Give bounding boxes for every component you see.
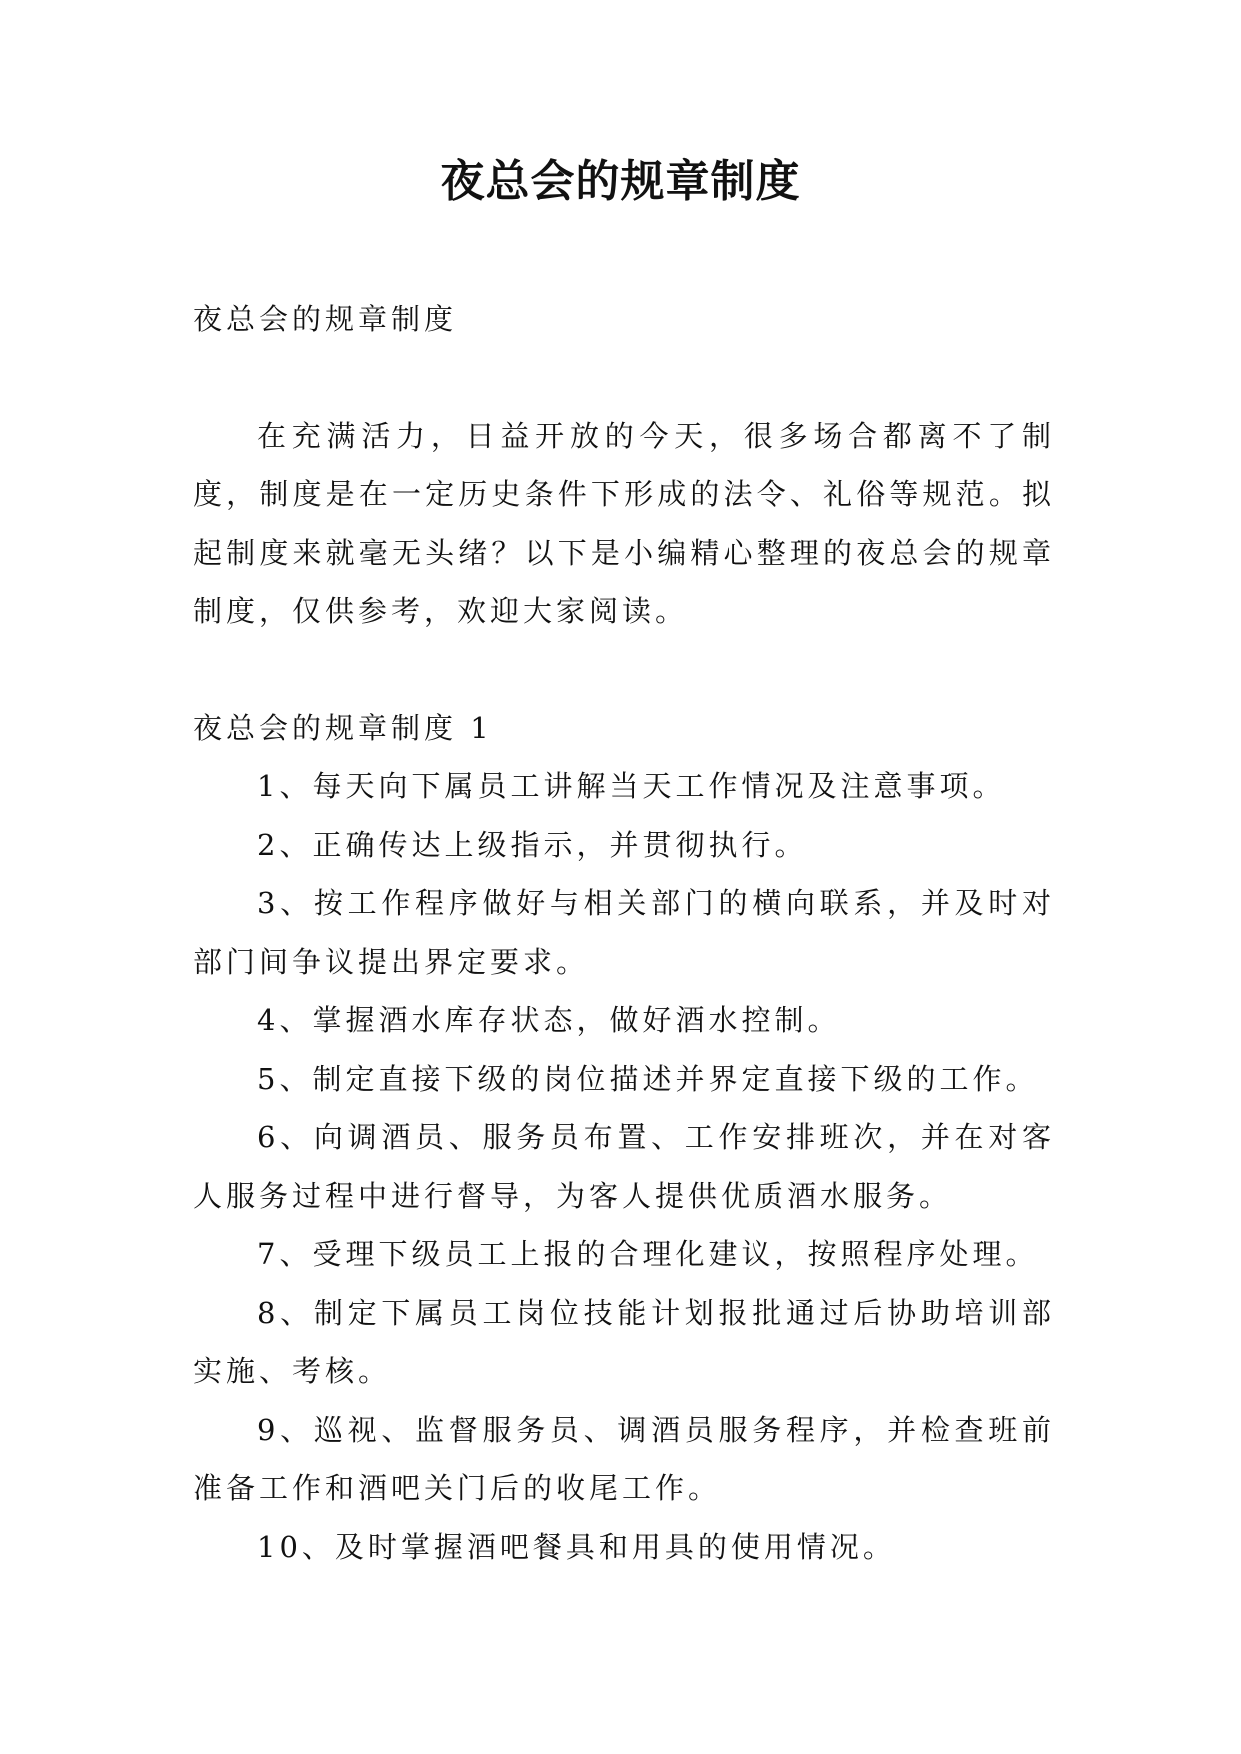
rule-item-1: 1、每天向下属员工讲解当天工作情况及注意事项。: [257, 769, 1006, 803]
rule-item-9: 9、巡视、监督服务员、调酒员服务程序，并检查班前准备工作和酒吧关门后的收尾工作。: [193, 1412, 1055, 1505]
intro-paragraph: 在充满活力，日益开放的今天，很多场合都离不了制度，制度是在一定历史条件下形成的法令、礼俗等规范。拟起制度来就毫无头绪？以下是小编精心整理的夜总会的规章制度，仅供参考，欢迎大家阅读。: [193, 418, 1055, 628]
rule-item-8: 8、制定下属员工岗位技能计划报批通过后协助培训部实施、考核。: [193, 1295, 1055, 1388]
document-subtitle: 夜总会的规章制度: [193, 302, 458, 336]
document-title: 夜总会的规章制度: [440, 156, 801, 207]
rule-item-3: 3、按工作程序做好与相关部门的横向联系，并及时对部门间争议提出界定要求。: [193, 886, 1055, 979]
rule-item-6: 6、向调酒员、服务员布置、工作安排班次，并在对客人服务过程中进行督导，为客人提供优质酒水服务。: [193, 1120, 1055, 1213]
rule-item-2: 2、正确传达上级指示，并贯彻执行。: [257, 827, 808, 862]
rule-item-7: 7、受理下级员工上报的合理化建议，按照程序处理。: [257, 1237, 1039, 1271]
section-heading: 夜总会的规章制度 1: [193, 710, 493, 745]
rule-item-10: 10、及时掌握酒吧餐具和用具的使用情况。: [257, 1529, 896, 1564]
rule-item-4: 4、掌握酒水库存状态，做好酒水控制。: [257, 1003, 841, 1037]
document-body: [193, 290, 1055, 1576]
rule-item-5: 5、制定直接下级的岗位描述并界定直接下级的工作。: [257, 1061, 1039, 1096]
